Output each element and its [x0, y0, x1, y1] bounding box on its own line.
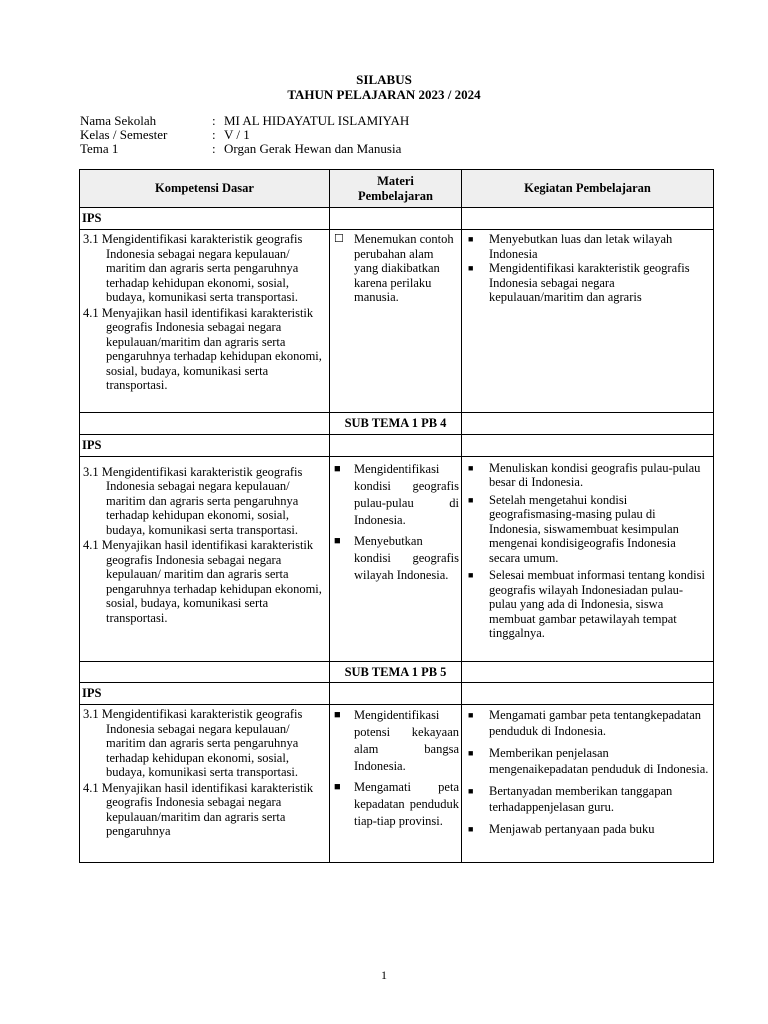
subtema-label: SUB TEMA 1 PB 4	[330, 413, 462, 435]
kd-item: 4.1 Menyajikan hasil identifikasi karakteristik geografis Indonesia sebagai negara kepulauan/maritim dan agraris serta pengaruhnya	[83, 780, 314, 838]
square-bullet-icon: ■	[468, 263, 474, 273]
subject-label: IPS	[80, 434, 330, 456]
kegiatan-cell	[462, 230, 714, 413]
square-bullet-icon: ■	[334, 709, 341, 721]
checkbox-bullet-icon: ☐	[334, 233, 344, 245]
subtema-row	[80, 413, 714, 435]
kegiatan-text: Mengidentifikasi karakteristik geografis Indonesia sebagai negara kepulauan/maritim dan agraris	[489, 261, 690, 304]
subject-row	[80, 434, 714, 456]
table-row	[80, 705, 714, 863]
square-bullet-icon: ■	[334, 462, 341, 475]
header-kompetensi-dasar: Kompetensi Dasar	[80, 170, 330, 208]
table-row	[80, 456, 714, 661]
square-bullet-icon: ■	[468, 570, 474, 580]
kd-cell	[80, 230, 330, 413]
list-item	[334, 461, 459, 529]
list-item	[466, 707, 709, 739]
syllabus-table	[79, 169, 714, 863]
kd-cell	[80, 456, 330, 661]
info-colon: :	[212, 127, 216, 142]
square-bullet-icon: ■	[468, 748, 474, 758]
square-bullet-icon: ■	[468, 824, 474, 834]
page-number: 1	[381, 968, 387, 982]
subject-row	[80, 208, 714, 230]
school-info	[80, 114, 409, 156]
materi-cell	[330, 456, 462, 661]
square-bullet-icon: ■	[334, 781, 341, 793]
info-value: Organ Gerak Hewan dan Manusia	[224, 141, 402, 156]
info-colon: :	[212, 141, 216, 156]
info-label: Kelas / Semester	[80, 127, 168, 142]
info-label: Nama Sekolah	[80, 113, 157, 128]
list-item	[466, 783, 709, 815]
kegiatan-text: Mengamati gambar peta tentangkepadatan penduduk di Indonesia.	[489, 708, 702, 738]
list-item	[466, 461, 709, 490]
document-title: SILABUS	[356, 72, 412, 87]
kd-item: 3.1 Mengidentifikasi karakteristik geografis Indonesia sebagai negara kepulauan/ maritim dan agraris serta pengaruhnya terhadap kehidupan ekonomi, sosial, budaya, komunikasi serta transportasi.	[83, 232, 303, 304]
kd-cell	[80, 705, 330, 863]
materi-cell	[330, 230, 462, 413]
list-item	[334, 533, 459, 584]
info-value: V / 1	[224, 127, 250, 142]
list-item	[466, 568, 709, 641]
kegiatan-text: Bertanyadan memberikan tanggapan terhadappenjelasan guru.	[489, 784, 673, 814]
square-bullet-icon: ■	[468, 786, 474, 796]
subject-row	[80, 683, 714, 705]
materi-text: Menyebutkan kondisi geografis wilayah Indonesia.	[354, 533, 459, 582]
kegiatan-text: Setelah mengetahui kondisi geografismasing-masing pulau di Indonesia, siswamembuat kesimpulan mengenai kondisigeografis Indonesia secara umum.	[489, 492, 679, 565]
materi-text: Mengamati peta kepadatan penduduk tiap-tiap provinsi.	[354, 780, 459, 828]
header-materi: Materi Pembelajaran	[330, 170, 462, 208]
academic-year: TAHUN PELAJARAN 2023 / 2024	[287, 87, 481, 102]
materi-text: Mengidentifikasi kondisi geografis pulau-pulau di Indonesia.	[354, 461, 459, 527]
info-row-theme	[80, 142, 409, 156]
list-item	[334, 779, 459, 830]
square-bullet-icon: ■	[468, 462, 474, 473]
kegiatan-text: Menuliskan kondisi geografis pulau-pulau besar di Indonesia.	[489, 460, 701, 489]
info-label: Tema 1	[80, 141, 119, 156]
square-bullet-icon: ■	[468, 494, 474, 505]
document-title-block	[0, 72, 768, 102]
kegiatan-text: Menyebutkan luas dan letak wilayah Indonesia	[489, 232, 673, 261]
info-row-school	[80, 114, 409, 128]
list-item	[466, 261, 709, 305]
subject-label: IPS	[80, 683, 330, 705]
kd-item: 3.1 Mengidentifikasi karakteristik geografis Indonesia sebagai negara kepulauan/ maritim dan agraris serta pengaruhnya terhadap kehidupan ekonomi, sosial, budaya, komunikasi serta transportasi.	[83, 464, 303, 537]
materi-text: Menemukan contoh perubahan alam yang diakibatkan karena perilaku manusia.	[354, 232, 454, 304]
list-item	[466, 821, 709, 837]
list-item	[334, 232, 459, 305]
kegiatan-text: Menjawab pertanyaan pada buku	[489, 822, 655, 836]
list-item	[466, 493, 709, 566]
materi-cell	[330, 705, 462, 863]
table-row	[80, 230, 714, 413]
subject-label: IPS	[80, 208, 330, 230]
square-bullet-icon: ■	[468, 234, 474, 244]
info-colon: :	[212, 113, 216, 128]
square-bullet-icon: ■	[334, 534, 341, 547]
kd-item: 4.1 Menyajikan hasil identifikasi karakteristik geografis Indonesia sebagai negara kepulauan/ maritim dan agraris serta pengaruhnya terhadap kehidupan ekonomi, sosial, budaya, komunikasi serta transportasi.	[83, 538, 322, 625]
list-item	[334, 707, 459, 775]
info-value: MI AL HIDAYATUL ISLAMIYAH	[224, 113, 410, 128]
kegiatan-cell	[462, 456, 714, 661]
list-item	[466, 232, 709, 261]
list-item	[466, 745, 709, 777]
kd-item: 3.1 Mengidentifikasi karakteristik geografis Indonesia sebagai negara kepulauan/ maritim dan agraris serta pengaruhnya terhadap kehidupan ekonomi, sosial, budaya, komunikasi serta transportasi.	[83, 707, 303, 779]
kegiatan-cell	[462, 705, 714, 863]
table-header-row	[80, 170, 714, 208]
subtema-row	[80, 661, 714, 683]
square-bullet-icon: ■	[468, 710, 474, 720]
info-row-class	[80, 128, 409, 142]
materi-text: Mengidentifikasi potensi kekayaan alam bangsa Indonesia.	[354, 708, 459, 773]
subtema-label: SUB TEMA 1 PB 5	[330, 661, 462, 683]
header-kegiatan: Kegiatan Pembelajaran	[462, 170, 714, 208]
kegiatan-text: Selesai membuat informasi tentang kondisi geografis wilayah Indonesiadan pulau-pulau yang ada di Indonesia, siswa membuat gambar petawilayah tempat tinggalnya.	[489, 568, 705, 640]
kegiatan-text: Memberikan penjelasan mengenaikepadatan penduduk di Indonesia.	[489, 746, 709, 776]
kd-item: 4.1 Menyajikan hasil identifikasi karakteristik geografis Indonesia sebagai negara kepulauan/maritim dan agraris serta pengaruhnya terhadap kehidupan ekonomi, sosial, budaya, komunikasi serta transportasi.	[83, 305, 322, 392]
